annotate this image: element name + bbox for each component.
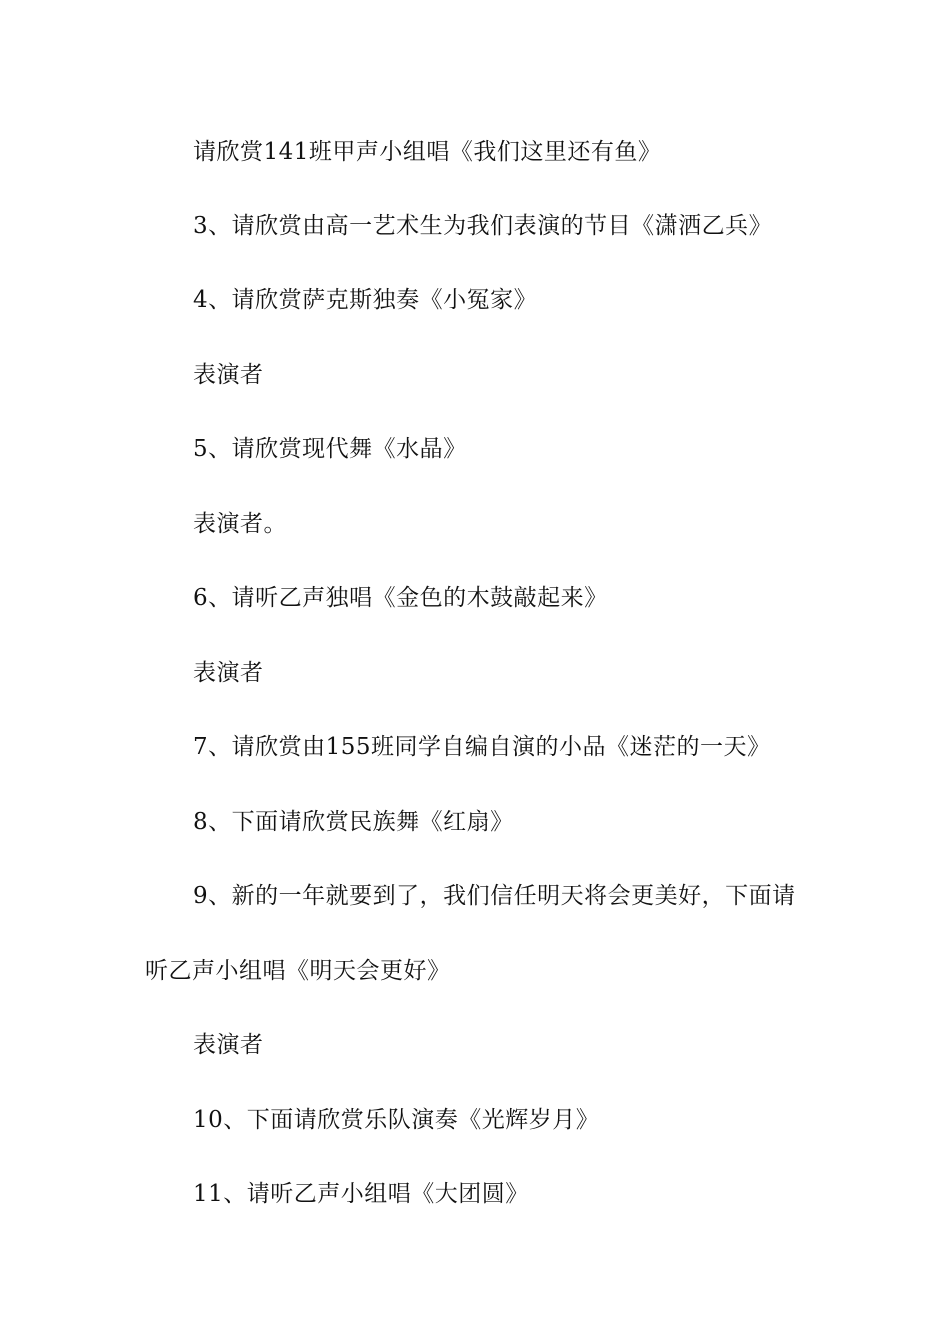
text-line: 5、请欣赏现代舞《水晶》 [193,436,467,462]
text-line: 8、下面请欣赏民族舞《红扇》 [193,809,514,835]
text-line: 6、请听乙声独唱《金色的木鼓敲起来》 [193,585,608,611]
text-line-continuation: 听乙声小组唱《明天会更好》 [145,958,451,984]
text-line: 表演者 [193,1032,264,1058]
text-line: 表演者。 [193,511,287,537]
text-line: 表演者 [193,362,264,388]
text-line: 表演者 [193,660,264,686]
text-line: 3、请欣赏由高一艺术生为我们表演的节目《潇洒乙兵》 [193,213,773,239]
text-line: 请欣赏141班甲声小组唱《我们这里还有鱼》 [193,139,662,165]
text-line: 4、请欣赏萨克斯独奏《小冤家》 [193,287,538,313]
text-line: 7、请欣赏由155班同学自编自演的小品《迷茫的一天》 [193,734,771,760]
text-line: 10、下面请欣赏乐队演奏《光辉岁月》 [193,1107,600,1133]
text-line: 11、请听乙声小组唱《大团圆》 [193,1181,529,1207]
text-line: 9、新的一年就要到了，我们信任明天将会更美好，下面请 [193,883,796,909]
